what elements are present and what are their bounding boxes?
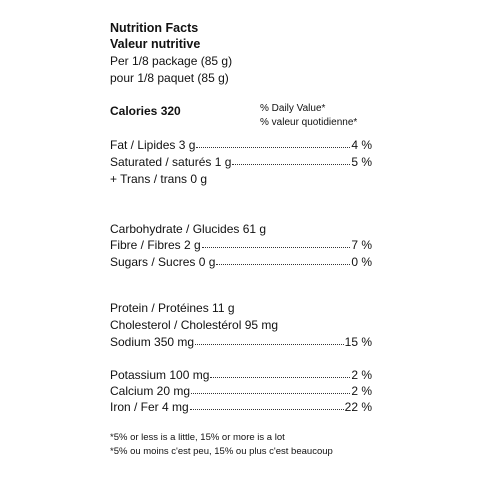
serving-size-french: pour 1/8 paquet (85 g)	[110, 71, 229, 85]
nutrient-name: Saturated / saturés 1 g	[110, 155, 232, 169]
nutrient-row-potassium	[110, 367, 372, 383]
nutrient-row-trans: + Trans / trans 0 g	[110, 172, 208, 186]
daily-value-percent: 2 %	[351, 384, 372, 398]
daily-value-percent: 4 %	[351, 138, 372, 152]
dot-leader	[196, 137, 350, 149]
title-english: Nutrition Facts	[110, 21, 199, 35]
nutrient-row-sodium	[110, 334, 372, 350]
dot-leader	[216, 254, 350, 266]
nutrient-row-calcium	[110, 383, 372, 399]
nutrient-row-fat	[110, 137, 372, 153]
nutrient-row-carbohydrate: Carbohydrate / Glucides 61 g	[110, 222, 267, 236]
daily-value-percent: 22 %	[344, 400, 372, 414]
nutrient-row-protein: Protein / Protéines 11 g	[110, 301, 235, 315]
daily-value-heading-english: % Daily Value*	[260, 103, 326, 114]
dot-leader	[210, 367, 350, 379]
serving-size-english: Per 1/8 package (85 g)	[110, 54, 233, 68]
dot-leader	[232, 154, 350, 166]
nutrient-row-iron	[110, 399, 372, 415]
nutrient-row-fibre	[110, 237, 372, 253]
dot-leader	[202, 237, 351, 249]
nutrient-name: Sugars / Sucres 0 g	[110, 255, 216, 269]
nutrient-name: Fat / Lipides 3 g	[110, 138, 196, 152]
nutrient-name: Calcium 20 mg	[110, 384, 191, 398]
nutrient-name: Iron / Fer 4 mg	[110, 400, 189, 414]
daily-value-percent: 7 %	[351, 238, 372, 252]
nutrient-row-cholesterol: Cholesterol / Cholestérol 95 mg	[110, 318, 279, 332]
calories: Calories 320	[110, 104, 181, 118]
nutrient-name: Sodium 350 mg	[110, 335, 195, 349]
daily-value-heading-french: % valeur quotidienne*	[260, 117, 358, 128]
nutrient-name: Potassium 100 mg	[110, 368, 210, 382]
dot-leader	[195, 334, 344, 346]
footnote-english: *5% or less is a little, 15% or more is a lot	[110, 432, 285, 443]
daily-value-percent: 15 %	[344, 335, 372, 349]
footnote-french: *5% ou moins c'est peu, 15% ou plus c'est beaucoup	[110, 446, 333, 457]
title-french: Valeur nutritive	[110, 37, 201, 51]
daily-value-percent: 5 %	[351, 155, 372, 169]
nutrient-row-saturated	[110, 154, 372, 170]
nutrient-row-sugars	[110, 254, 372, 270]
daily-value-percent: 0 %	[351, 255, 372, 269]
daily-value-percent: 2 %	[351, 368, 372, 382]
nutrient-name: Fibre / Fibres 2 g	[110, 238, 201, 252]
dot-leader	[191, 383, 350, 395]
dot-leader	[190, 399, 344, 411]
